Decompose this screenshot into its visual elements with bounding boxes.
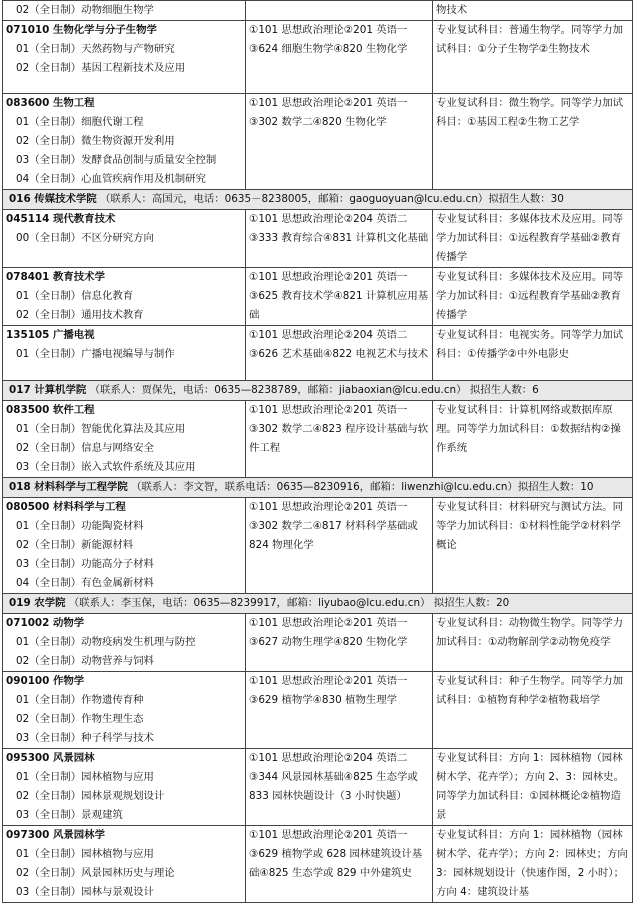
retest-subjects-cell: 专业复试科目：方向 1：园林植物（园林树木学、花卉学）；方向 2：园林史；方向 3：园林规划设计（快速作图，2 小时）；方向 4：建筑设计基: [433, 826, 633, 903]
exam-subjects-cell: ①101 思想政治理论②204 英语二③344 风景园林基础④825 生态学或 833 园林快题设计（3 小时快题）: [246, 749, 433, 826]
major-name: 风景园林学: [53, 829, 105, 841]
research-direction: 02（全日制）作物生理生态: [16, 713, 144, 725]
college-header-cell: [3, 594, 633, 614]
research-direction: 04（全日制）有色金属新材料: [16, 577, 154, 589]
major-cell: [3, 498, 246, 594]
research-direction: 01（全日制）广播电视编导与制作: [16, 348, 175, 360]
college-contact-info: （联系人：高国元，电话：0635－8238005，邮箱：gaoguoyuan@lcu.edu.cn）拟招生人数：30: [99, 193, 564, 205]
college-contact-info: （联系人：李玉保，电话：0635—8239917，邮箱：liyubao@lcu.edu.cn） 拟招生人数：20: [68, 597, 510, 609]
research-direction: 02（全日制）园林景观规划设计: [16, 790, 165, 802]
major-cell: [3, 268, 246, 326]
research-direction: 01（全日制）信息化教育: [16, 290, 134, 302]
exam-subjects-cell: ①101 思想政治理论②204 英语二③626 艺术基础④822 电视艺术与技术: [246, 326, 433, 381]
major-heading: [6, 749, 242, 768]
retest-subjects-cell: 专业复试科目：电视实务。同等学力加试科目：①传播学②中外电影史: [433, 326, 633, 381]
research-direction: 01（全日制）天然药物与产物研究: [16, 43, 175, 55]
major-name: 软件工程: [53, 404, 95, 416]
major-name: 生物化学与分子生物学: [53, 24, 157, 36]
major-name: 广播电视: [53, 329, 95, 341]
college-header-row: [3, 594, 633, 614]
major-cell: [3, 1, 246, 21]
major-row: [3, 268, 633, 326]
major-code: 045114: [6, 213, 50, 225]
major-row: [3, 401, 633, 478]
exam-subjects-cell: ①101 思想政治理论②201 英语一③629 植物学或 628 园林建筑设计基础④825 生态学或 829 中外建筑史: [246, 826, 433, 903]
college-header-cell: [3, 478, 633, 498]
college-header-row: [3, 190, 633, 210]
admissions-table-page: [2, 0, 632, 903]
major-code: 071010: [6, 24, 50, 36]
research-direction: 03（全日制）嵌入式软件系统及其应用: [16, 461, 196, 473]
research-direction: 03（全日制）种子科学与技术: [16, 732, 154, 744]
retest-subjects-cell: 专业复试科目：动物微生物学。同等学力加试科目：①动物解剖学②动物免疫学: [433, 614, 633, 672]
research-direction: 04（全日制）心血管疾病作用及机制研究: [16, 173, 206, 185]
major-name: 生物工程: [53, 97, 95, 109]
major-heading: [6, 826, 242, 845]
research-direction: 02（全日制）风景园林历史与理论: [16, 867, 175, 879]
major-row: [3, 826, 633, 903]
major-cell: [3, 326, 246, 381]
major-code: 090100: [6, 675, 50, 687]
college-name: 016 传媒技术学院: [9, 193, 97, 205]
major-name: 作物学: [53, 675, 85, 687]
major-row: [3, 326, 633, 381]
major-heading: [6, 614, 242, 633]
major-code: 083600: [6, 97, 50, 109]
major-row: [3, 749, 633, 826]
major-row: [3, 210, 633, 268]
major-name: 教育技术学: [53, 271, 105, 283]
major-name: 现代教育技术: [53, 213, 116, 225]
retest-subjects-cell: 专业复试科目：普通生物学。同等学力加试科目：①分子生物学②生物技术: [433, 21, 633, 94]
major-code: 095300: [6, 752, 50, 764]
major-cell: [3, 401, 246, 478]
retest-subjects-cell: 专业复试科目：微生物学。同等学力加试科目：①基因工程②生物工艺学: [433, 94, 633, 190]
research-direction: 02（全日制）基因工程新技术及应用: [16, 62, 186, 74]
college-header-row: [3, 381, 633, 401]
major-name: 动物学: [53, 617, 85, 629]
research-direction: 01（全日制）动物疫病发生机理与防控: [16, 636, 196, 648]
exam-subjects-cell: [246, 1, 433, 21]
exam-subjects-cell: ①101 思想政治理论②201 英语一③302 数学二④817 材料科学基础或 824 物理化学: [246, 498, 433, 594]
research-direction: 02（全日制）通用技术教育: [16, 309, 144, 321]
retest-subjects-cell: 物技术: [433, 1, 633, 21]
major-heading: [6, 210, 242, 229]
retest-subjects-cell: 专业复试科目：材料研究与测试方法。同等学力加试科目：①材料性能学②材料学概论: [433, 498, 633, 594]
college-contact-info: （联系人：贾保先，电话：0635—8238789，邮箱：jiabaoxian@lcu.edu.cn） 拟招生人数：6: [89, 384, 539, 396]
retest-subjects-cell: 专业复试科目：方向 1：园林植物（园林树木学、花卉学）；方向 2、3：园林史。同等学力加试科目：①园林概论②植物造景: [433, 749, 633, 826]
college-contact-info: （联系人：李文智，联系电话：0635—8230916，邮箱：liwenzhi@lcu.edu.cn）拟招生人数：10: [131, 481, 594, 493]
exam-subjects-cell: ①101 思想政治理论②201 英语一③302 数学二④823 程序设计基础与软件工程: [246, 401, 433, 478]
retest-subjects-cell: 专业复试科目：多媒体技术及应用。同等学力加试科目：①远程教育学基础②教育传播学: [433, 268, 633, 326]
retest-subjects-cell: 专业复试科目：计算机网络或数据库原理。同等学力加试科目：①数据结构②操作系统: [433, 401, 633, 478]
research-direction: 02（全日制）新能源材料: [16, 539, 134, 551]
major-heading: [6, 21, 242, 40]
major-code: 078401: [6, 271, 50, 283]
college-header-cell: [3, 190, 633, 210]
major-code: 071002: [6, 617, 50, 629]
major-name: 风景园林: [53, 752, 95, 764]
major-cell: [3, 94, 246, 190]
college-header-row: [3, 478, 633, 498]
research-direction: 01（全日制）作物遗传育种: [16, 694, 144, 706]
major-row: [3, 498, 633, 594]
research-direction: 03（全日制）发酵食品创制与质量安全控制: [16, 154, 217, 166]
exam-subjects-cell: ①101 思想政治理论②204 英语二③333 教育综合④831 计算机文化基础: [246, 210, 433, 268]
major-cell: [3, 21, 246, 94]
major-heading: [6, 94, 242, 113]
major-cell: [3, 749, 246, 826]
research-direction: 01（全日制）细胞代谢工程: [16, 116, 144, 128]
major-row: [3, 614, 633, 672]
major-code: 135105: [6, 329, 50, 341]
research-direction: 01（全日制）功能陶瓷材料: [16, 520, 144, 532]
major-cell: [3, 672, 246, 749]
major-code: 097300: [6, 829, 50, 841]
major-cell: [3, 826, 246, 903]
exam-subjects-cell: ①101 思想政治理论②201 英语一③624 细胞生物学④820 生物化学: [246, 21, 433, 94]
major-row: [3, 94, 633, 190]
college-name: 019 农学院: [9, 597, 66, 609]
major-heading: [6, 326, 242, 345]
research-direction: 02（全日制）动物细胞生物学: [16, 4, 154, 16]
college-header-cell: [3, 381, 633, 401]
major-code: 080500: [6, 501, 50, 513]
major-row: [3, 21, 633, 94]
exam-subjects-cell: ①101 思想政治理论②201 英语一③625 教育技术学④821 计算机应用基础: [246, 268, 433, 326]
exam-subjects-cell: ①101 思想政治理论②201 英语一③302 数学二④820 生物化学: [246, 94, 433, 190]
admissions-table: [2, 0, 633, 903]
research-direction: 00（全日制）不区分研究方向: [16, 232, 154, 244]
college-name: 017 计算机学院: [9, 384, 87, 396]
exam-subjects-cell: ①101 思想政治理论②201 英语一③629 植物学④830 植物生理学: [246, 672, 433, 749]
research-direction: 01（全日制）智能优化算法及其应用: [16, 423, 186, 435]
major-row: [3, 1, 633, 21]
research-direction: 03（全日制）景观建筑: [16, 809, 123, 821]
research-direction: 01（全日制）园林植物与应用: [16, 771, 154, 783]
major-heading: [6, 401, 242, 420]
research-direction: 01（全日制）园林植物与应用: [16, 848, 154, 860]
research-direction: 02（全日制）微生物资源开发利用: [16, 135, 175, 147]
research-direction: 02（全日制）动物营养与饲料: [16, 655, 154, 667]
retest-subjects-cell: 专业复试科目：种子生物学。同等学力加试科目：①植物育种学②植物栽培学: [433, 672, 633, 749]
major-heading: [6, 672, 242, 691]
major-heading: [6, 268, 242, 287]
major-row: [3, 672, 633, 749]
major-heading: [6, 498, 242, 517]
major-cell: [3, 614, 246, 672]
college-name: 018 材料科学与工程学院: [9, 481, 128, 493]
research-direction: 02（全日制）信息与网络安全: [16, 442, 154, 454]
retest-subjects-cell: 专业复试科目：多媒体技术及应用。同等学力加试科目：①远程教育学基础②教育传播学: [433, 210, 633, 268]
major-name: 材料科学与工程: [53, 501, 126, 513]
major-code: 083500: [6, 404, 50, 416]
major-cell: [3, 210, 246, 268]
exam-subjects-cell: ①101 思想政治理论②201 英语一③627 动物生理学④820 生物化学: [246, 614, 433, 672]
research-direction: 03（全日制）园林与景观设计: [16, 886, 154, 898]
research-direction: 03（全日制）功能高分子材料: [16, 558, 154, 570]
